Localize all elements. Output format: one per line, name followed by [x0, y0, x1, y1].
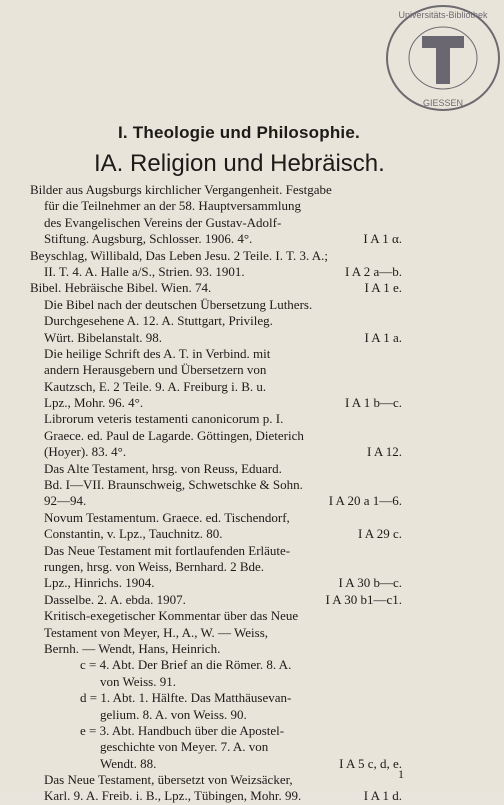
- entry-text: Bibel. Hebräische Bibel. Wien. 74.: [30, 280, 212, 296]
- entry-text: geschichte von Meyer. 7. A. von: [100, 739, 269, 755]
- entry-line: [30, 543, 402, 559]
- shelf-mark: I A 1 a.: [364, 329, 402, 345]
- entry-line: [30, 559, 402, 575]
- subsection-title: IA. Religion und Hebräisch.: [94, 150, 385, 177]
- entry-text: Wendt. 88.: [100, 755, 157, 771]
- entry-text: Das Alte Testament, hrsg. von Reuss, Eduard.: [44, 460, 282, 476]
- catalog-entries: [30, 182, 402, 805]
- entry-text: Lpz., Hinrichs. 1904.: [44, 575, 155, 591]
- entry-text: Die Bibel nach der deutschen Übersetzung Luthers.: [44, 296, 313, 312]
- entry-line: [30, 330, 402, 346]
- entry-line: [30, 461, 402, 477]
- entry-text: Graece. ed. Paul de Lagarde. Göttingen, Dieterich: [44, 427, 304, 443]
- shelf-mark: I A 30 b1—c1.: [325, 591, 402, 607]
- entry-text: Das Neue Testament, übersetzt von Weizsäcker,: [44, 772, 293, 788]
- entry-line: [30, 608, 402, 624]
- shelf-mark: I A 1 d.: [363, 788, 402, 804]
- entry-line: [30, 756, 402, 772]
- entry-text: Dasselbe. 2. A. ebda. 1907.: [44, 591, 186, 607]
- entry-line: [30, 379, 402, 395]
- entry-text: Kritisch-exegetischer Kommentar über das Neue: [44, 608, 299, 624]
- shelf-mark: I A 1 b—c.: [344, 395, 402, 411]
- entry-line: [30, 641, 402, 657]
- shelf-mark: I A 20 a 1—6.: [328, 493, 402, 509]
- entry-line: [30, 182, 402, 198]
- entry-line: [30, 395, 402, 411]
- entry-text: Testament von Meyer, H., A., W. — Weiss,: [44, 624, 269, 640]
- entry-text: Karl. 9. A. Freib. i. B., Lpz., Tübingen, Mohr. 99.: [44, 788, 302, 804]
- entry-text: andern Herausgebern und Übersetzern von: [44, 362, 267, 378]
- entry-text: Stiftung. Augsburg, Schlosser. 1906. 4°.: [44, 231, 253, 247]
- entry-line: [30, 428, 402, 444]
- entry-text: von Weiss. 91.: [100, 673, 176, 689]
- shelf-mark: I A 30 b—c.: [338, 575, 402, 591]
- entry-line: [30, 313, 402, 329]
- entry-text: Bilder aus Augsburgs kirchlicher Vergangenheit. Festgabe: [30, 182, 332, 197]
- entry-line: [30, 362, 402, 378]
- entry-line: [30, 231, 402, 247]
- entry-line: [30, 493, 402, 509]
- shelf-mark: I A 5 c, d, e.: [339, 755, 402, 771]
- entry-line: [30, 690, 402, 706]
- entry-line: [30, 592, 402, 608]
- entry-line: [30, 215, 402, 231]
- entry-line: [30, 674, 402, 690]
- section-title: I. Theologie und Philosophie.: [118, 123, 360, 142]
- entry-text: rungen, hrsg. von Weiss, Bernhard. 2 Bde.: [44, 558, 265, 574]
- entry-line: [30, 346, 402, 362]
- entry-line: [30, 411, 402, 427]
- entry-line: [30, 248, 402, 264]
- entry-text: Das Neue Testament mit fortlaufenden Erläute-: [44, 542, 291, 558]
- entry-text: Bernh. — Wendt, Hans, Heinrich.: [44, 640, 221, 656]
- entry-text: für die Teilnehmer an der 58. Hauptversammlung: [44, 198, 301, 214]
- entry-line: [30, 198, 402, 214]
- entry-text: d = 1. Abt. 1. Hälfte. Das Matthäusevan-: [80, 690, 292, 706]
- entry-text: (Hoyer). 83. 4°.: [44, 444, 127, 460]
- entry-text: Lpz., Mohr. 96. 4°.: [44, 395, 144, 411]
- entry-line: [30, 707, 402, 723]
- shelf-mark: I A 1 α.: [363, 231, 402, 247]
- entry-text: II. T. 4. A. Halle a/S., Strien. 93. 1901.: [44, 263, 245, 279]
- entry-text: Die heilige Schrift des A. T. in Verbind. mit: [44, 345, 271, 361]
- entry-text: Novum Testamentum. Graece. ed. Tischendorf,: [44, 509, 290, 525]
- entry-line: [30, 625, 402, 641]
- entry-text: Beyschlag, Willibald, Das Leben Jesu. 2 Teile. I. T. 3. A.;: [30, 247, 328, 263]
- entry-text: Bd. I—VII. Braunschweig, Schwetschke & Sohn.: [44, 477, 303, 493]
- entry-text: Würt. Bibelanstalt. 98.: [44, 329, 163, 345]
- entry-line: [30, 297, 402, 313]
- entry-line: [30, 739, 402, 755]
- svg-text:GIESSEN: GIESSEN: [422, 98, 464, 108]
- entry-text: Kautzsch, E. 2 Teile. 9. A. Freiburg i. B. u.: [44, 378, 267, 394]
- entry-text: des Evangelischen Vereins der Gustav-Adolf-: [44, 214, 282, 230]
- entry-text: c = 4. Abt. Der Brief an die Römer. 8. A.: [80, 657, 292, 673]
- entry-line: [30, 526, 402, 542]
- entry-line: [30, 657, 402, 673]
- entry-line: [30, 444, 402, 460]
- entry-text: gelium. 8. A. von Weiss. 90.: [100, 706, 247, 722]
- entry-text: Librorum veteris testamenti canonicorum p. I.: [44, 411, 284, 427]
- page-number: 1: [398, 767, 404, 781]
- entry-text: e = 3. Abt. Handbuch über die Apostel-: [80, 722, 285, 738]
- entry-line: [30, 280, 402, 296]
- svg-text:Universitäts-Bibliothek: Universitäts-Bibliothek: [398, 10, 488, 20]
- entry-line: [30, 575, 402, 591]
- entry-line: [30, 772, 402, 788]
- library-stamp: [384, 2, 502, 114]
- shelf-mark: I A 1 e.: [364, 280, 402, 296]
- entry-line: [30, 477, 402, 493]
- shelf-mark: I A 2 a—b.: [344, 263, 402, 279]
- entry-text: Durchgesehene A. 12. A. Stuttgart, Privileg.: [44, 313, 273, 329]
- shelf-mark: I A 12.: [366, 444, 402, 460]
- entry-line: [30, 723, 402, 739]
- entry-line: [30, 510, 402, 526]
- entry-line: [30, 264, 402, 280]
- entry-text: Constantin, v. Lpz., Tauchnitz. 80.: [44, 526, 223, 542]
- shelf-mark: I A 29 c.: [357, 526, 402, 542]
- entry-text: 92—94.: [44, 493, 87, 509]
